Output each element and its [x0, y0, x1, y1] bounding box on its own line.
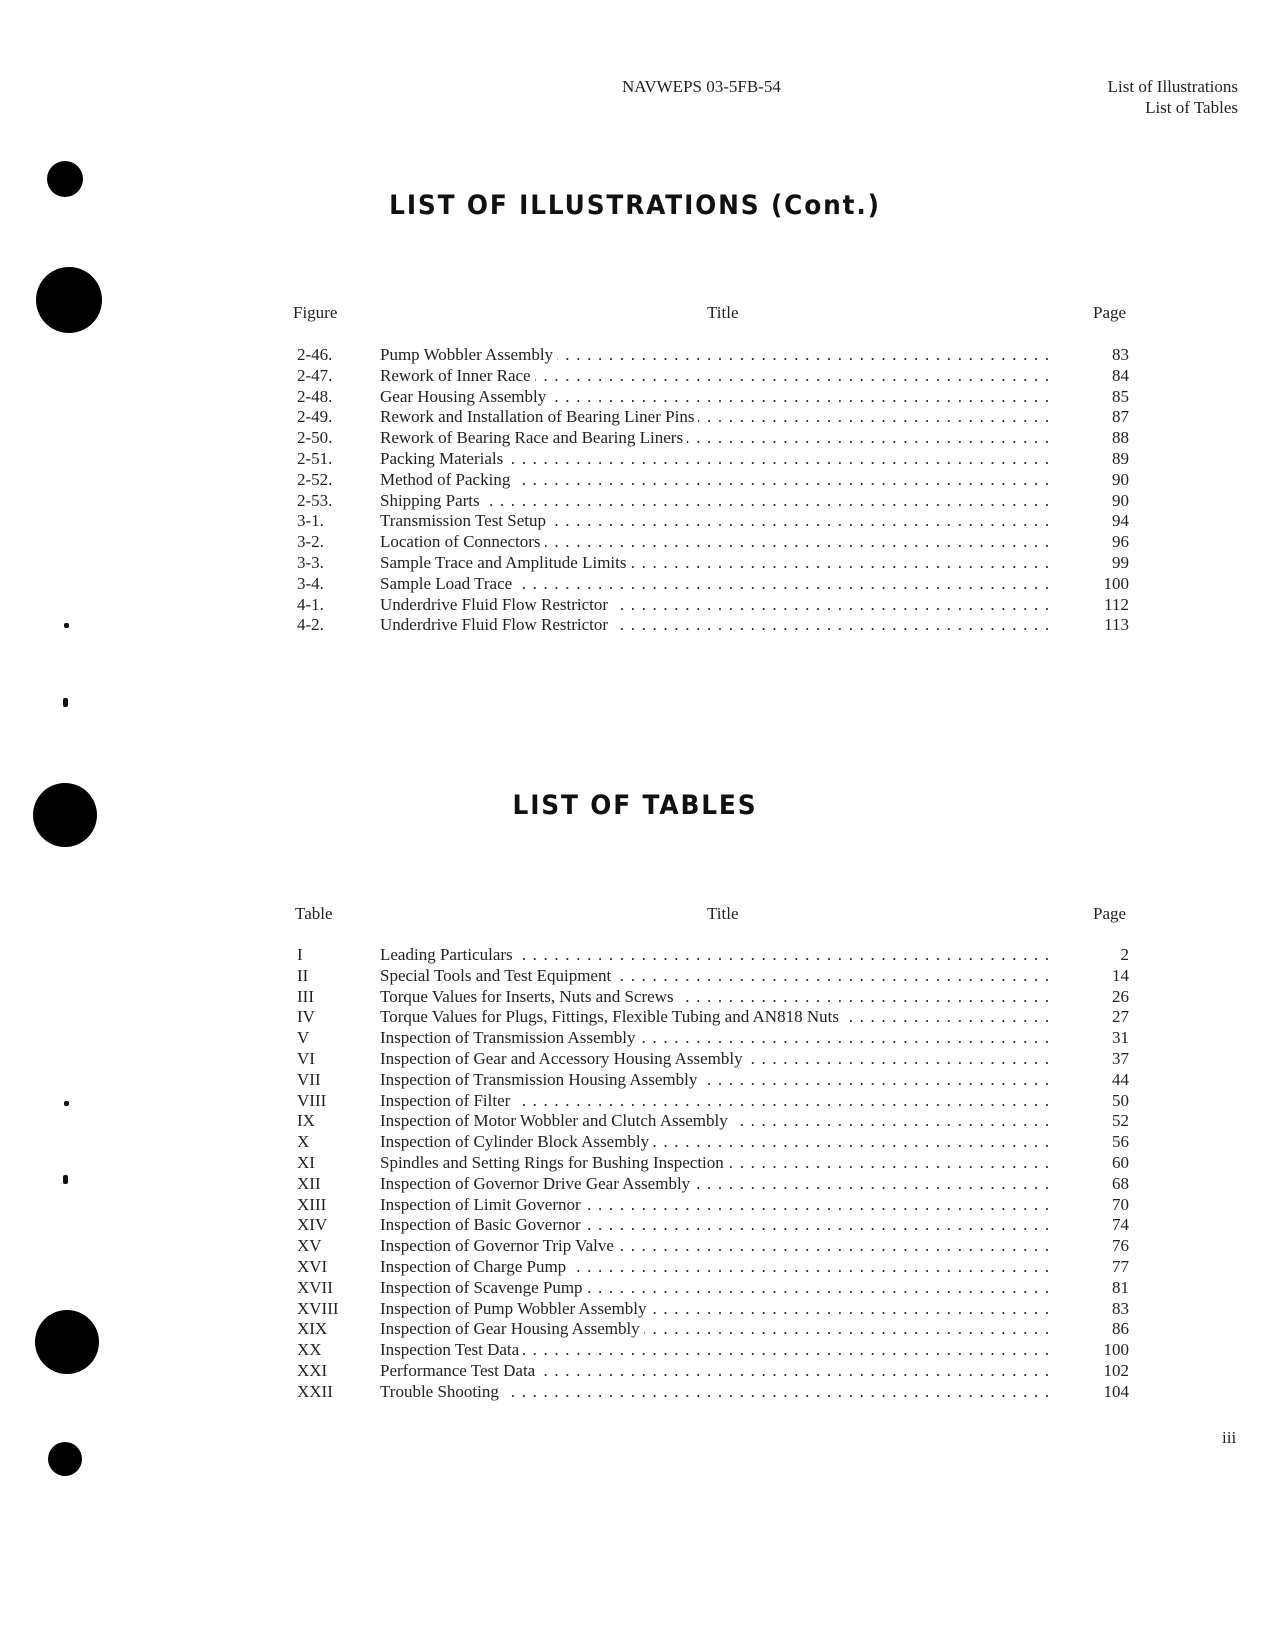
entry-page: 56 [1112, 1132, 1129, 1152]
entry-title: Gear Housing Assembly . . . [380, 386, 1056, 407]
binder-hole [35, 1310, 99, 1374]
entry-number: III [297, 986, 314, 1006]
entry-page: 90 [1112, 469, 1129, 489]
entry-title: Packing Materials . . . [380, 448, 1056, 469]
entry-number: XXII [297, 1381, 333, 1401]
entry-page: 77 [1112, 1257, 1129, 1276]
toc-entry [297, 386, 1129, 407]
entry-page: 96 [1112, 532, 1129, 552]
scan-mark [63, 1175, 68, 1184]
entry-title: Special Tools and Test Equipment . . . [380, 965, 1056, 986]
entry-title: Inspection of Gear Housing Assembly . . . [380, 1318, 1056, 1339]
entry-number: 2-46. [297, 345, 333, 364]
entry-number: 3-2. [297, 532, 324, 552]
toc-entry [297, 986, 1129, 1007]
toc-entry [297, 1256, 1129, 1277]
entry-number: V [297, 1028, 310, 1048]
entry-title: Spindles and Setting Rings for Bushing Inspection . . . [380, 1152, 1056, 1173]
binder-hole [36, 267, 102, 333]
entry-title: Inspection of Governor Trip Valve . . . [380, 1235, 1056, 1256]
entry-number: II [297, 965, 309, 985]
entry-title: Inspection of Filter . . . [380, 1090, 1056, 1111]
entry-page: 85 [1112, 386, 1129, 406]
toc-entry [297, 1090, 1129, 1111]
toc-entry [297, 1360, 1129, 1381]
entry-number: 2-50. [297, 428, 333, 448]
entry-title: Transmission Test Setup . . . [380, 510, 1056, 531]
entry-page: 90 [1112, 490, 1129, 510]
entry-page: 31 [1112, 1028, 1129, 1048]
entry-number: XI [297, 1153, 315, 1172]
entry-number: XIX [297, 1319, 328, 1339]
entry-title: Inspection of Gear and Accessory Housing Assembly . . . [380, 1048, 1056, 1069]
toc-entry [297, 1069, 1129, 1090]
entry-title: Inspection of Motor Wobbler and Clutch Assembly . . . [380, 1110, 1056, 1131]
entry-number: VIII [297, 1090, 327, 1110]
entry-title: Location of Connectors . . . [380, 531, 1056, 552]
column-header-title: Title [707, 303, 739, 322]
entry-title: Inspection of Transmission Assembly . . . [380, 1027, 1056, 1048]
scan-mark [63, 698, 68, 707]
entry-page: 112 [1104, 594, 1129, 614]
entry-number: I [297, 945, 303, 964]
toc-entry [297, 406, 1129, 427]
entry-number: 2-51. [297, 449, 333, 468]
entry-page: 27 [1112, 1007, 1129, 1027]
column-header-figure: Figure [293, 303, 338, 322]
toc-entry [297, 1152, 1129, 1173]
entry-number: IX [297, 1111, 315, 1131]
entry-title: Torque Values for Inserts, Nuts and Screws . . . [380, 986, 1056, 1007]
entry-title: Inspection Test Data . . . [380, 1339, 1056, 1360]
entry-title: Inspection of Pump Wobbler Assembly . . . [380, 1298, 1056, 1319]
toc-entry [297, 594, 1129, 615]
entry-page: 68 [1112, 1173, 1129, 1193]
entry-title: Rework of Inner Race . . . [380, 365, 1056, 386]
entry-number: 3-3. [297, 553, 324, 572]
entry-number: XV [297, 1236, 322, 1256]
entry-page: 100 [1103, 1340, 1129, 1360]
entry-number: 2-53. [297, 490, 333, 510]
entry-page: 14 [1112, 965, 1129, 985]
entry-page: 100 [1103, 573, 1129, 593]
entry-title: Inspection of Cylinder Block Assembly . . . [380, 1131, 1056, 1152]
toc-entry [297, 1318, 1129, 1339]
entry-title: Method of Packing . . . [380, 469, 1056, 490]
toc-entry [297, 1006, 1129, 1027]
toc-entry [297, 1048, 1129, 1069]
entry-title: Inspection of Governor Drive Gear Assembly . . . [380, 1173, 1056, 1194]
entry-title: Sample Load Trace . . . [380, 573, 1056, 594]
scan-mark [64, 623, 69, 628]
entry-page: 87 [1112, 407, 1129, 427]
toc-entry [297, 1235, 1129, 1256]
toc-entry [297, 1339, 1129, 1360]
entry-page: 86 [1112, 1319, 1129, 1339]
entry-number: VII [297, 1069, 321, 1089]
entry-page: 94 [1112, 511, 1129, 531]
toc-entry [297, 365, 1129, 386]
entry-number: XII [297, 1173, 321, 1193]
toc-entry [297, 1173, 1129, 1194]
toc-entry [297, 490, 1129, 511]
entry-number: 2-49. [297, 407, 333, 427]
toc-entry [297, 944, 1129, 965]
entry-number: 2-48. [297, 386, 333, 406]
entry-page: 102 [1103, 1361, 1129, 1380]
toc-entry [297, 1131, 1129, 1152]
entry-number: XX [297, 1340, 322, 1360]
entry-number: 2-52. [297, 469, 333, 489]
entry-page: 50 [1112, 1090, 1129, 1110]
toc-entry [297, 965, 1129, 986]
column-header-page: Page [1093, 303, 1127, 322]
toc-entry [297, 510, 1129, 531]
entry-title: Inspection of Scavenge Pump . . . [380, 1277, 1056, 1298]
toc-entry [297, 1194, 1129, 1215]
entry-title: Sample Trace and Amplitude Limits . . . [380, 552, 1056, 573]
entry-number: 4-1. [297, 594, 324, 614]
entry-page: 104 [1103, 1381, 1129, 1401]
entry-title: Inspection of Charge Pump . . . [380, 1256, 1056, 1277]
entry-title: Underdrive Fluid Flow Restrictor . . . [380, 594, 1056, 615]
scan-mark [64, 1101, 69, 1106]
entry-title: Rework of Bearing Race and Bearing Liners . . . [380, 427, 1056, 448]
toc-entry [297, 614, 1129, 635]
entry-page: 26 [1112, 986, 1129, 1006]
entry-page: 84 [1112, 365, 1129, 385]
illustrations-heading: LIST OF ILLUSTRATIONS (Cont.) [389, 190, 881, 221]
toc-entry [297, 1110, 1129, 1131]
entry-page: 37 [1112, 1049, 1129, 1068]
entry-title: Pump Wobbler Assembly . . . [380, 344, 1056, 365]
toc-entry [297, 448, 1129, 469]
column-header-page: Page [1093, 904, 1127, 923]
entry-title: Underdrive Fluid Flow Restrictor . . . [380, 614, 1056, 635]
entry-page: 76 [1112, 1236, 1129, 1256]
entry-title: Trouble Shooting . . . [380, 1381, 1056, 1402]
entry-title: Inspection of Basic Governor . . . [380, 1214, 1056, 1235]
toc-entry [297, 1214, 1129, 1235]
toc-entry [297, 344, 1129, 365]
entry-page: 52 [1112, 1111, 1129, 1131]
column-header-table: Table [295, 904, 333, 923]
binder-hole [48, 1442, 82, 1476]
entry-page: 83 [1112, 1298, 1129, 1318]
toc-entry [297, 552, 1129, 573]
entry-number: XVI [297, 1257, 328, 1276]
entry-title: Torque Values for Plugs, Fittings, Flexible Tubing and AN818 Nuts . . . [380, 1006, 1056, 1027]
section-label-illustrations: List of Illustrations [1107, 77, 1238, 96]
entry-page: 113 [1104, 615, 1129, 635]
entry-page: 88 [1112, 428, 1129, 448]
entry-number: 3-4. [297, 573, 324, 593]
entry-page: 99 [1112, 553, 1129, 572]
entry-number: XIII [297, 1194, 327, 1214]
tables-heading: LIST OF TABLES [512, 790, 758, 821]
entry-title: Shipping Parts . . . [380, 490, 1056, 511]
entry-title: Leading Particulars . . . [380, 944, 1056, 965]
entry-number: X [297, 1132, 310, 1152]
entry-number: XVII [297, 1277, 333, 1297]
entry-page: 89 [1112, 449, 1129, 468]
column-header-title: Title [707, 904, 739, 923]
entry-page: 83 [1112, 345, 1129, 364]
entry-number: XXI [297, 1361, 328, 1380]
entry-page: 81 [1112, 1277, 1129, 1297]
entry-page: 70 [1112, 1194, 1129, 1214]
section-label-tables: List of Tables [1145, 98, 1238, 117]
entry-title: Inspection of Transmission Housing Assembly . . . [380, 1069, 1056, 1090]
toc-entry [297, 531, 1129, 552]
entry-number: 4-2. [297, 615, 324, 635]
toc-entry [297, 1381, 1129, 1402]
document-number: NAVWEPS 03-5FB-54 [622, 77, 781, 96]
entry-title: Rework and Installation of Bearing Liner Pins . . . [380, 406, 1056, 427]
entry-page: 44 [1112, 1069, 1129, 1089]
toc-entry [297, 427, 1129, 448]
entry-number: XVIII [297, 1298, 339, 1318]
page-number: iii [1222, 1428, 1237, 1447]
entry-number: 3-1. [297, 511, 324, 531]
toc-entry [297, 573, 1129, 594]
entry-page: 2 [1120, 945, 1129, 964]
entry-number: 2-47. [297, 365, 333, 385]
toc-entry [297, 1277, 1129, 1298]
toc-entry [297, 469, 1129, 490]
entry-number: IV [297, 1007, 315, 1027]
toc-entry [297, 1027, 1129, 1048]
entry-title: Inspection of Limit Governor . . . [380, 1194, 1056, 1215]
entry-number: VI [297, 1049, 315, 1068]
entry-title: Performance Test Data . . . [380, 1360, 1056, 1381]
toc-entry [297, 1298, 1129, 1319]
entry-page: 60 [1112, 1153, 1129, 1172]
entry-number: XIV [297, 1215, 328, 1235]
entry-page: 74 [1112, 1215, 1129, 1235]
